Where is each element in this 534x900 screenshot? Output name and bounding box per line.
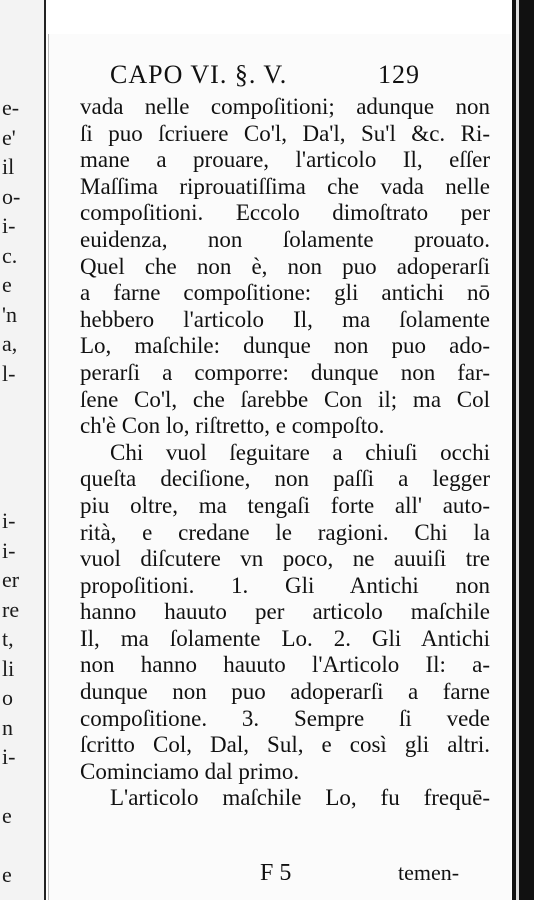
edge-fragment: il [2, 154, 15, 179]
page-number: 129 [378, 60, 420, 89]
edge-fragment: o [2, 685, 13, 710]
edge-fragment: l- [2, 360, 16, 386]
text-line: propoſitioni. 1. Gli Antichi non [80, 572, 490, 598]
signature-mark: F 5 [260, 860, 292, 886]
edge-fragment: i- [2, 508, 16, 533]
edge-fragment: re [2, 596, 20, 622]
book-edge-shadow [512, 0, 534, 900]
catchword: temen- [398, 860, 460, 885]
text-line: euidenza, non ſolamente prouato. [80, 226, 490, 252]
edge-fragment: t, [2, 626, 14, 651]
edge-fragment: e [2, 862, 12, 887]
edge-fragment: n [2, 714, 13, 740]
text-line: Lo, maſchile: dunque non puo ado- [80, 333, 490, 359]
text-line: ſene Co'l, che ſarebbe Con il; ma Col [80, 386, 490, 412]
text-line: perarſi a comporre: dunque non far- [80, 359, 490, 385]
text-line: hanno hauuto per articolo maſchile [80, 599, 490, 625]
edge-fragment: er [2, 567, 20, 592]
text-line: Il, ma ſolamente Lo. 2. Gli Antichi [80, 625, 490, 651]
text-line: queſta deciſione, non paſſi a legger [80, 466, 490, 492]
text-line: Maſſima riprouatiſſima che vada nelle [80, 173, 490, 199]
text-line: piu oltre, ma tengaſi forte all' auto- [80, 492, 490, 518]
text-line: Quel che non è, non puo adoperarſi [80, 253, 490, 279]
text-line: compoſitioni. Eccolo dimoſtrato per [80, 200, 490, 226]
edge-fragment: e- [2, 95, 20, 120]
edge-fragment: o- [2, 183, 21, 209]
edge-fragment: e' [2, 124, 16, 150]
edge-fragment: li [2, 655, 15, 681]
text-line: ſi puo ſcriuere Co'l, Da'l, Su'l &c. Ri- [80, 120, 490, 146]
edge-fragment: a, [2, 331, 18, 356]
page-header [110, 60, 460, 90]
edge-fragment: i- [2, 744, 16, 769]
text-line: vuol diſcutere vn poco, ne auuiſi tre [80, 546, 490, 572]
text-line: rità, e credane le ragioni. Chi la [80, 519, 490, 545]
body-text [80, 94, 490, 812]
text-line: mane a prouare, l'articolo Il, eſſer [80, 147, 490, 173]
edge-fragment: i- [2, 213, 16, 238]
edge-fragment: i- [2, 537, 16, 563]
running-head: CAPO VI. §. V. [110, 60, 288, 89]
text-line: Cominciamo dal primo. [80, 758, 300, 784]
left-page-edge [0, 0, 46, 900]
edge-fragment: e [2, 803, 12, 828]
text-line: compoſitione. 3. Sempre ſi vede [80, 705, 490, 731]
text-line: hebbero l'articolo Il, ma ſolamente [80, 306, 490, 332]
text-line: Chi vuol ſeguitare a chiuſi occhi [110, 439, 490, 465]
text-line: non hanno hauuto l'Articolo Il: a- [80, 652, 490, 678]
text-line: dunque non puo adoperarſi a farne [80, 679, 490, 705]
text-line: ch'è Con lo, riſtretto, e compoſto. [80, 413, 385, 439]
edge-fragment: c. [2, 242, 18, 268]
text-line: vada nelle compoſitioni; adunque non [80, 94, 490, 119]
edge-fragment: e [2, 272, 12, 297]
text-line: a farne compoſitione: gli antichi nō [80, 280, 490, 306]
text-line: L'articolo maſchile Lo, fu frequē- [110, 785, 490, 811]
edge-fragment: 'n [2, 301, 17, 327]
text-line: ſcritto Col, Dal, Sul, e così gli altri. [80, 732, 490, 758]
